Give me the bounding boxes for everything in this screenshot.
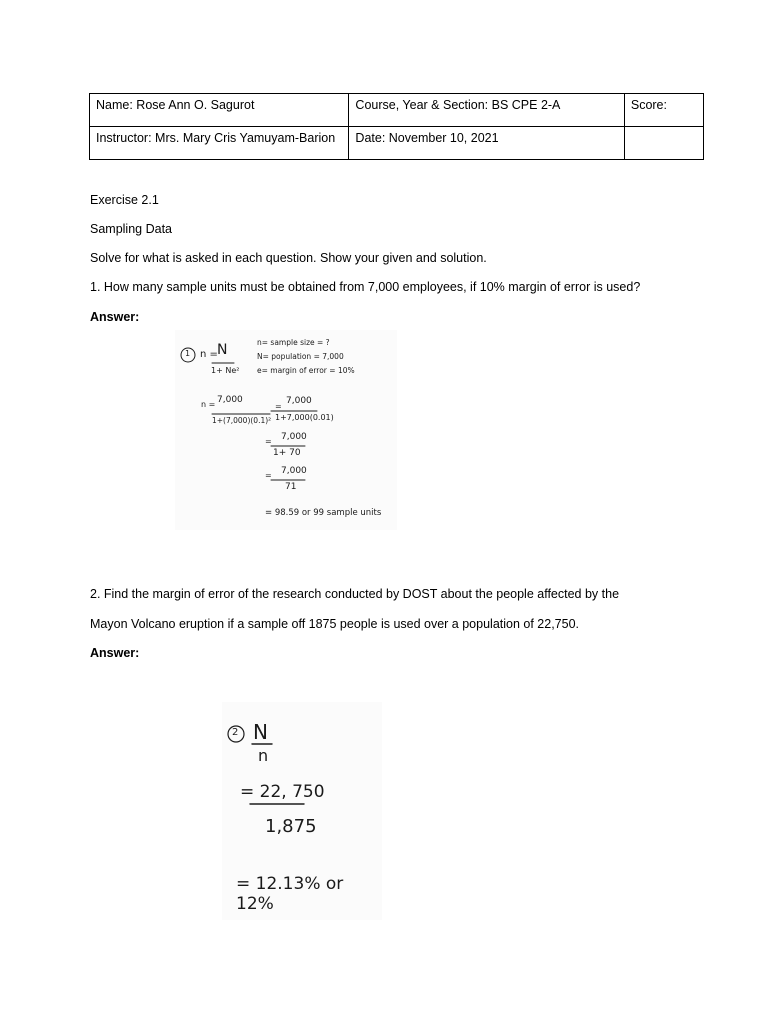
equals-sign: = [265, 471, 272, 480]
given-margin-of-error: e= margin of error = 10% [257, 366, 355, 375]
formula-denominator: 1+ Ne² [211, 366, 240, 375]
score-cell: Score: [624, 94, 703, 127]
answer-1-result: = 98.59 or 99 sample units [265, 508, 382, 518]
step3-denominator: 1+ 70 [273, 448, 301, 458]
date-cell: Date: November 10, 2021 [349, 127, 624, 160]
given-sample-size: n= sample size = ? [257, 338, 330, 347]
exercise-title: Exercise 2.1 [90, 193, 159, 207]
answer-2-label: Answer: [90, 646, 140, 660]
course-cell: Course, Year & Section: BS CPE 2-A [349, 94, 624, 127]
equals-sign: = [265, 437, 272, 446]
answer-2-result: = 12.13% or 12% [236, 874, 344, 914]
answer-2-handwriting-photo [222, 702, 382, 920]
step1-numerator: 7,000 [217, 395, 243, 405]
step2-1-numerator: = 22, 750 [240, 782, 325, 802]
question-2-text-line2: Mayon Volcano eruption if a sample off 1875 people is used over a population of 22,750. [90, 617, 580, 631]
step4-numerator: 7,000 [281, 466, 307, 476]
formula-2-denominator: n [258, 746, 269, 765]
formula-numerator: N [217, 342, 228, 358]
score-value-cell [624, 127, 703, 160]
circled-number-1: 1 [185, 349, 191, 358]
circled-number-2: 2 [232, 727, 239, 738]
formula-2-numerator: N [253, 720, 268, 744]
step1-lhs: n = [201, 400, 216, 409]
step2-1-denominator: 1,875 [265, 816, 317, 837]
topic-title: Sampling Data [90, 222, 172, 236]
question-1-text: 1. How many sample units must be obtained from 7,000 employees, if 10% margin of error is used? [90, 280, 641, 294]
answer-1-handwriting-photo [175, 330, 397, 530]
step2-denominator: 1+7,000(0.01) [275, 413, 334, 422]
answer-1-label: Answer: [90, 310, 140, 324]
step2-numerator: 7,000 [286, 396, 312, 406]
step1-denominator: 1+(7,000)(0.1)² [212, 416, 272, 425]
given-population: N= population = 7,000 [257, 352, 344, 361]
step4-denominator: 71 [285, 482, 297, 492]
name-cell: Name: Rose Ann O. Sagurot [90, 94, 349, 127]
instructor-cell: Instructor: Mrs. Mary Cris Yamuyam-Barion [90, 127, 349, 160]
student-info-table [89, 93, 704, 160]
instructions-text: Solve for what is asked in each question. Show your given and solution. [90, 251, 487, 265]
equals-sign: = [275, 402, 282, 411]
step3-numerator: 7,000 [281, 432, 307, 442]
formula-lhs: n = [200, 349, 218, 360]
question-2-text-line1: 2. Find the margin of error of the research conducted by DOST about the people affected by the [90, 587, 620, 601]
